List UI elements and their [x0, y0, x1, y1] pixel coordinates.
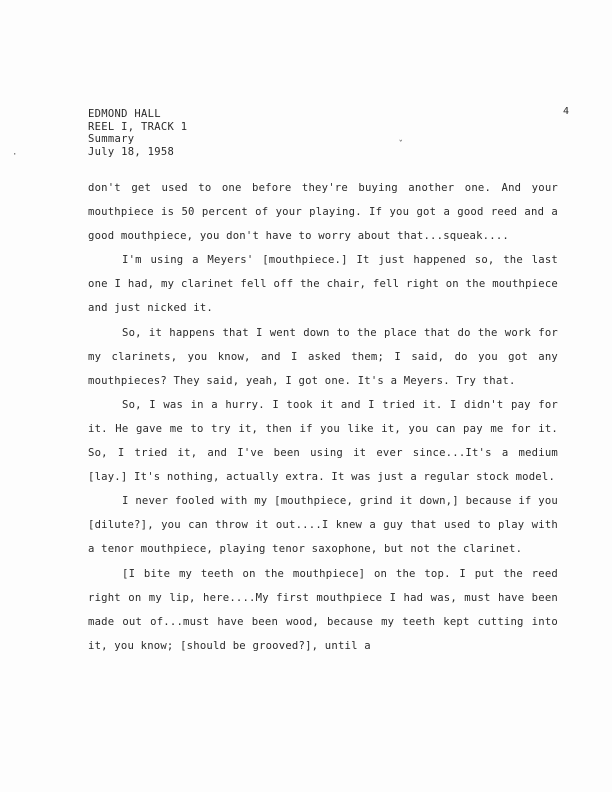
paragraph: don't get used to one before they're buying another one. And your mouthpiece is 50 percent of your playing. If you got a good reed and a good mouthpiece, you don't have to worry about that...squeak....	[88, 182, 558, 243]
transcript-body	[88, 176, 558, 658]
scan-speck-mark: ·	[12, 150, 18, 160]
header-date: July 18, 1958	[88, 145, 175, 158]
paragraph: [I bite my teeth on the mouthpiece] on the top. I put the reed right on my lip, here....My first mouthpiece I had was, must have been made out of...must have been wood, because my teeth kept cutting into it, you know; [should be grooved?], until a	[88, 567, 558, 652]
header-reel: REEL I, TRACK 1	[88, 120, 188, 133]
paragraph: I'm using a Meyers' [mouthpiece.] It just happened so, the last one I had, my clarinet fell off the chair, fell right on the mouthpiece and just nicked it.	[88, 254, 558, 315]
header-type: Summary	[88, 133, 135, 145]
paragraph: So, I was in a hurry. I took it and I tried it. I didn't pay for it. He gave me to try it, then if you like it, you can pay me for it. So, I tried it, and I've been using it ever since...It's a medium [lay.] It's nothing, actually extra. It was just a regular stock model.	[88, 398, 558, 484]
page-number: 4	[563, 106, 570, 117]
paragraph: I never fooled with my [mouthpiece, grind it down,] because if you [dilute?], you can throw it out....I knew a guy that used to play with a tenor mouthpiece, playing tenor saxophone, but not the clarinet.	[88, 495, 558, 556]
document-header	[88, 108, 187, 158]
scan-tick-mark: ˇ	[398, 140, 404, 150]
header-name: EDMOND HALL	[88, 108, 161, 120]
paragraph: So, it happens that I went down to the place that do the work for my clarinets, you know, and I asked them; I said, do you got any mouthpieces? They said, yeah, I got one. It's a Meyers. Try that.	[88, 326, 558, 387]
